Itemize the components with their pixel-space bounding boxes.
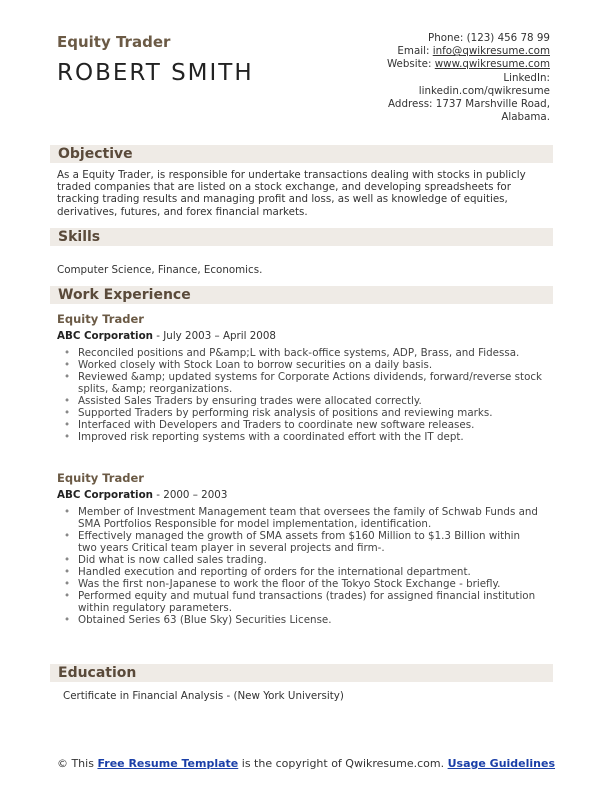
list-item: • Member of Investment Management team that oversees the family of Schwab Funds and SMA Portfolios Responsible for model implementation, identification. [62, 506, 542, 530]
list-item: • Reviewed &amp; updated systems for Corporate Actions dividends, forward/reverse stock splits, &amp; reorganizations. [62, 371, 542, 395]
skills-heading: Skills [58, 229, 101, 245]
email-link[interactable]: info@qwikresume.com [432, 45, 550, 58]
website-link[interactable]: www.qwikresume.com [434, 58, 550, 71]
footer-prefix: © This [56, 757, 98, 770]
list-item: • Did what is now called sales trading. [62, 554, 542, 566]
list-item: • Handled execution and reporting of orders for the international department. [62, 566, 542, 578]
objective-text: As a Equity Trader, is responsible for undertake transactions dealing with stocks in publicly traded companies that are listed on a stock exchange, and developing spreadsheets for tracking trading results and managing profit and loss, as well as knowledge of equities, derivatives, futures, and forex financial markets. [57, 169, 526, 218]
usage-guidelines-link[interactable]: Usage Guidelines [447, 757, 556, 770]
job-1-dates: - July 2003 – April 2008 [153, 330, 276, 342]
list-item: • Obtained Series 63 (Blue Sky) Securities License. [62, 614, 542, 626]
free-resume-template-link[interactable]: Free Resume Template [97, 757, 239, 770]
email-line [387, 45, 550, 58]
job-2-title: Equity Trader [57, 471, 144, 485]
job-1-bullets [62, 347, 542, 443]
list-item: • Was the first non-Japanese to work the floor of the Tokyo Stock Exchange - briefly. [62, 578, 542, 590]
contact-block [387, 32, 550, 124]
list-item: • Worked closely with Stock Loan to borrow securities on a daily basis. [62, 359, 542, 371]
skills-header [50, 228, 553, 246]
address-line1: Address: 1737 Marshville Road, [388, 98, 550, 111]
list-item: • Performed equity and mutual fund transactions (trades) for assigned financial institution within regulatory parameters. [62, 590, 542, 614]
education-text: Certificate in Financial Analysis - (New York University) [63, 690, 344, 702]
address-line2: Alabama. [501, 111, 550, 124]
website-label: Website: [386, 58, 435, 71]
job-2-company-line [57, 489, 227, 501]
list-item: • Reconciled positions and P&amp;L with back-office systems, ADP, Brass, and Fidessa. [62, 347, 542, 359]
experience-header [50, 286, 553, 304]
email-label: Email: [397, 45, 433, 58]
skills-text: Computer Science, Finance, Economics. [57, 264, 263, 276]
education-header [50, 664, 553, 682]
job-2-company: ABC Corporation [57, 489, 153, 501]
list-item: • Interfaced with Developers and Traders to coordinate new software releases. [62, 419, 542, 431]
objective-heading: Objective [58, 146, 133, 162]
job-1-company-line [57, 330, 276, 342]
objective-header [50, 145, 553, 163]
footer-middle: is the copyright of Qwikresume.com. [238, 757, 448, 770]
job-2-bullets [62, 506, 542, 626]
list-item: • Effectively managed the growth of SMA assets from $160 Million to $1.3 Billion within two years Critical team player in several projects and firm-. [62, 530, 542, 554]
experience-heading: Work Experience [58, 287, 191, 303]
job-2-dates: - 2000 – 2003 [153, 489, 228, 501]
education-heading: Education [58, 665, 137, 681]
candidate-name: ROBERT SMITH [57, 60, 254, 86]
job-title: Equity Trader [57, 33, 171, 51]
list-item: • Assisted Sales Traders by ensuring trades were allocated correctly. [62, 395, 542, 407]
list-item: • Improved risk reporting systems with a coordinated effort with the IT dept. [62, 431, 542, 443]
linkedin-label: LinkedIn: [503, 71, 550, 84]
job-1-title: Equity Trader [57, 312, 144, 326]
job-1-company: ABC Corporation [57, 330, 153, 342]
linkedin: linkedin.com/qwikresume [418, 84, 550, 97]
website-line [387, 58, 550, 71]
footer [0, 757, 612, 771]
phone: Phone: (123) 456 78 99 [427, 32, 550, 44]
list-item: • Supported Traders by performing risk analysis of positions and reviewing marks. [62, 407, 542, 419]
